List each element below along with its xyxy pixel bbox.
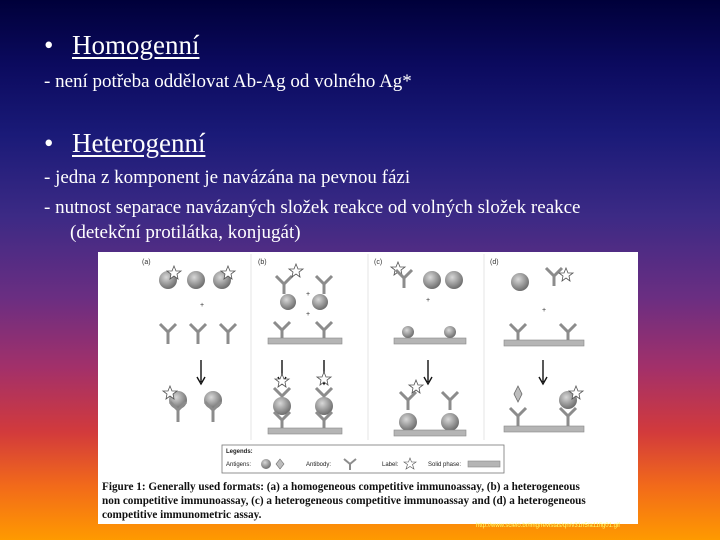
text-line: (detekční protilátka, konjugát) <box>70 222 301 243</box>
panel-c <box>391 262 466 436</box>
antibody-icon <box>400 392 458 410</box>
figure-caption-line: Figure 1: Generally used formats: (a) a homogeneous competitive immunoassay, (b) a heterogeneous <box>102 481 580 493</box>
legend-box <box>222 445 504 473</box>
text-line: - nutnost separace navázaných složek reakce od volných složek reakce <box>44 197 581 218</box>
solid-phase-bar <box>268 338 342 344</box>
legend <box>222 445 504 473</box>
arrow-down-icon <box>197 360 205 384</box>
antigen-icon <box>399 413 417 431</box>
heading-heterogenni <box>44 128 205 158</box>
figure-caption-line: competitive immunometric assay. <box>102 509 262 521</box>
antibody-icon <box>274 322 332 338</box>
legend-label: Label: <box>382 462 399 468</box>
antibody-icon <box>160 324 236 344</box>
legend-antibody: Antibody: <box>306 462 332 468</box>
panel-d <box>504 268 584 432</box>
plus-sign: + <box>542 307 547 314</box>
heading-text: Homogenní <box>72 30 200 60</box>
antigen-icon <box>423 271 441 289</box>
bullet: • <box>44 128 54 158</box>
antigen-icon <box>441 413 459 431</box>
antigen-icon <box>261 459 271 469</box>
antibody-icon <box>276 276 332 294</box>
panel-a <box>159 266 236 422</box>
legend-antigen: Antigens: <box>226 462 252 468</box>
solid-phase-bar <box>394 338 466 344</box>
panel-label-c: (c) <box>374 259 383 266</box>
source-link[interactable]: http://www.scielo.br/img/revistas/qn/v31n5/a11fig01.gif <box>476 523 620 529</box>
label-star-icon <box>409 380 423 393</box>
immunoassay-figure <box>98 252 638 524</box>
panel-label-a: (a) <box>142 259 151 266</box>
arrow-down-icon <box>539 360 547 384</box>
plus-sign: + <box>200 302 205 309</box>
panel-b <box>268 264 342 434</box>
antigen-icon <box>312 294 328 310</box>
bullet: • <box>44 30 54 60</box>
plus-sign: + <box>306 311 311 318</box>
plus-sign: + <box>306 291 311 298</box>
solid-phase-bar <box>268 428 342 434</box>
heading-text: Heterogenní <box>72 128 206 158</box>
legend-solid-phase: Solid phase: <box>428 462 462 468</box>
antigen-icon <box>444 326 456 338</box>
label-star-icon <box>289 264 303 277</box>
plus-sign: + <box>426 297 431 304</box>
antigen-icon <box>187 271 205 289</box>
antibody-icon <box>510 324 576 340</box>
arrow-down-icon <box>424 360 432 384</box>
panel-label-b: (b) <box>258 259 267 266</box>
antigen-icon <box>402 326 414 338</box>
antigen-icon <box>445 271 463 289</box>
solid-phase-bar <box>468 461 500 467</box>
antibody-icon <box>396 270 412 288</box>
heading-homogenni <box>44 30 200 60</box>
antibody-icon <box>510 408 576 426</box>
text-line: - není potřeba oddělovat Ab-Ag od volného Ag* <box>44 71 412 92</box>
legend-title: Legends: <box>226 449 253 455</box>
solid-phase-bar <box>504 426 584 432</box>
solid-phase-bar <box>504 340 584 346</box>
antibody-icon <box>274 388 332 396</box>
antibody-icon <box>546 268 562 286</box>
antigen-hapten-icon <box>514 386 522 402</box>
antigen-icon <box>204 391 222 409</box>
text-line: - jedna z komponent je navázána na pevnou fázi <box>44 167 411 188</box>
antigen-icon <box>280 294 296 310</box>
panel-label-d: (d) <box>490 259 499 266</box>
figure-caption-line: non competitive immunoassay, (c) a heterogeneous competitive immunoassay and (d) a heterogeneous <box>102 495 586 507</box>
solid-phase-bar <box>394 430 466 436</box>
antigen-icon <box>511 273 529 291</box>
figure-svg <box>98 252 638 524</box>
